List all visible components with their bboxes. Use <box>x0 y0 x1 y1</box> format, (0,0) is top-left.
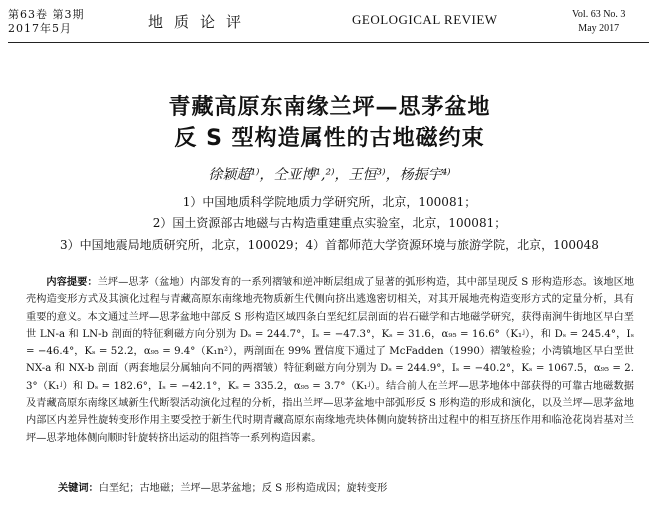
journal-name-en: GEOLOGICAL REVIEW <box>352 12 498 27</box>
issue-date-en: May 2017 <box>578 23 620 34</box>
abstract-text: 兰坪—思茅（盆地）内部发育的一系列褶皱和逆冲断层组成了显著的弧形构造，其中部呈现反 S 形构造形态。该地区地壳构造变形方式及其演化过程与青藏高原东南缘地壳物质新生代侧向挤出逃逸密切相关，对其开展地壳构造变形方式的定量分析，具有重要的意义。本文通过兰坪—思茅盆地中部反 S 形构造区域四条白垩纪红层剖面的岩石磁学和古地磁学研究，获得南涧牛街地区早白垩世 LN-a 和 LN-b 剖面的特征剩磁方向分别为 Dₛ = 244.7°，Iₛ = −47.3°，Kₛ = 31.6，α₉₅ = 16.6°（K₁ʲ），和 Dₛ = 245.4°，Iₛ = −46.4°，Kₛ = 52.2，α₉₅ = 9.4°（K₁n²），两剖面在 99% 置信度下通过了 McFadden（1990）褶皱检验；小湾镇地区早白垩世 NX-a 和 NX-b 剖面（两套地层分属轴向不同的两褶皱）特征剩磁方向分别为 Dₛ = 244.9°，Iₛ = −40.2°，Kₛ = 1067.5，α₉₅ = 2.3°（K₁ʲ）和 Dₛ = 182.6°，Iₛ = −42.1°，Kₛ = 335.2，α₉₅ = 3.7°（K₁ʲ）。结合前人在兰坪—思茅地体中部获得的可靠古地磁数据及青藏高原东南缘区域新生代断裂活动演化过程的分析，指出兰坪—思茅盆地中部弧形反 S 形构造的形成和演化，以及兰坪—思茅盆地内部区内差异性旋转变形作用主要受控于新生代时期青藏高原东南缘地壳块体侧向旋转挤出过程中的相互挤压作用和临沧花岗岩基对兰坪—思茅地体侧向顺时针旋转挤出运动的阻挡等一系列构造因素。 <box>26 277 635 444</box>
abstract <box>26 274 634 447</box>
journal-name-cn: 地质论评 <box>148 13 253 31</box>
article-title-line-1: 青藏高原东南缘兰坪—思茅盆地 <box>168 95 491 120</box>
header-rule <box>8 42 649 43</box>
issue-info <box>8 8 85 36</box>
issue-volume: 第63卷 第3期 <box>8 8 85 21</box>
affiliation-1: 1）中国地质科学院地质力学研究所，北京，100081； <box>182 195 477 209</box>
keywords-text: 白垩纪；古地磁；兰坪—思茅盆地；反 S 形构造成因；旋转变形 <box>98 483 388 494</box>
keywords <box>58 479 387 494</box>
abstract-label: 内容提要： <box>46 277 98 288</box>
affiliation-2: 2）国土资源部古地磁与古构造重建重点实验室，北京，100081； <box>152 216 507 230</box>
affiliation-3: 3）中国地震局地质研究所，北京，100029；4）首都师范大学资源环境与旅游学院，北京，100048 <box>60 238 599 252</box>
issue-date: 2017年5月 <box>8 22 72 35</box>
article-title-line-2: 反 S 型构造属性的古地磁约束 <box>174 126 485 151</box>
keywords-label: 关键词： <box>58 483 99 494</box>
volume-number-en: Vol. 63 No. 3 <box>572 9 626 20</box>
volume-info-en <box>572 8 625 36</box>
author-list: 徐颖超¹⁾，仝亚博¹,²⁾，王恒³⁾，杨振宇⁴⁾ <box>208 167 451 183</box>
